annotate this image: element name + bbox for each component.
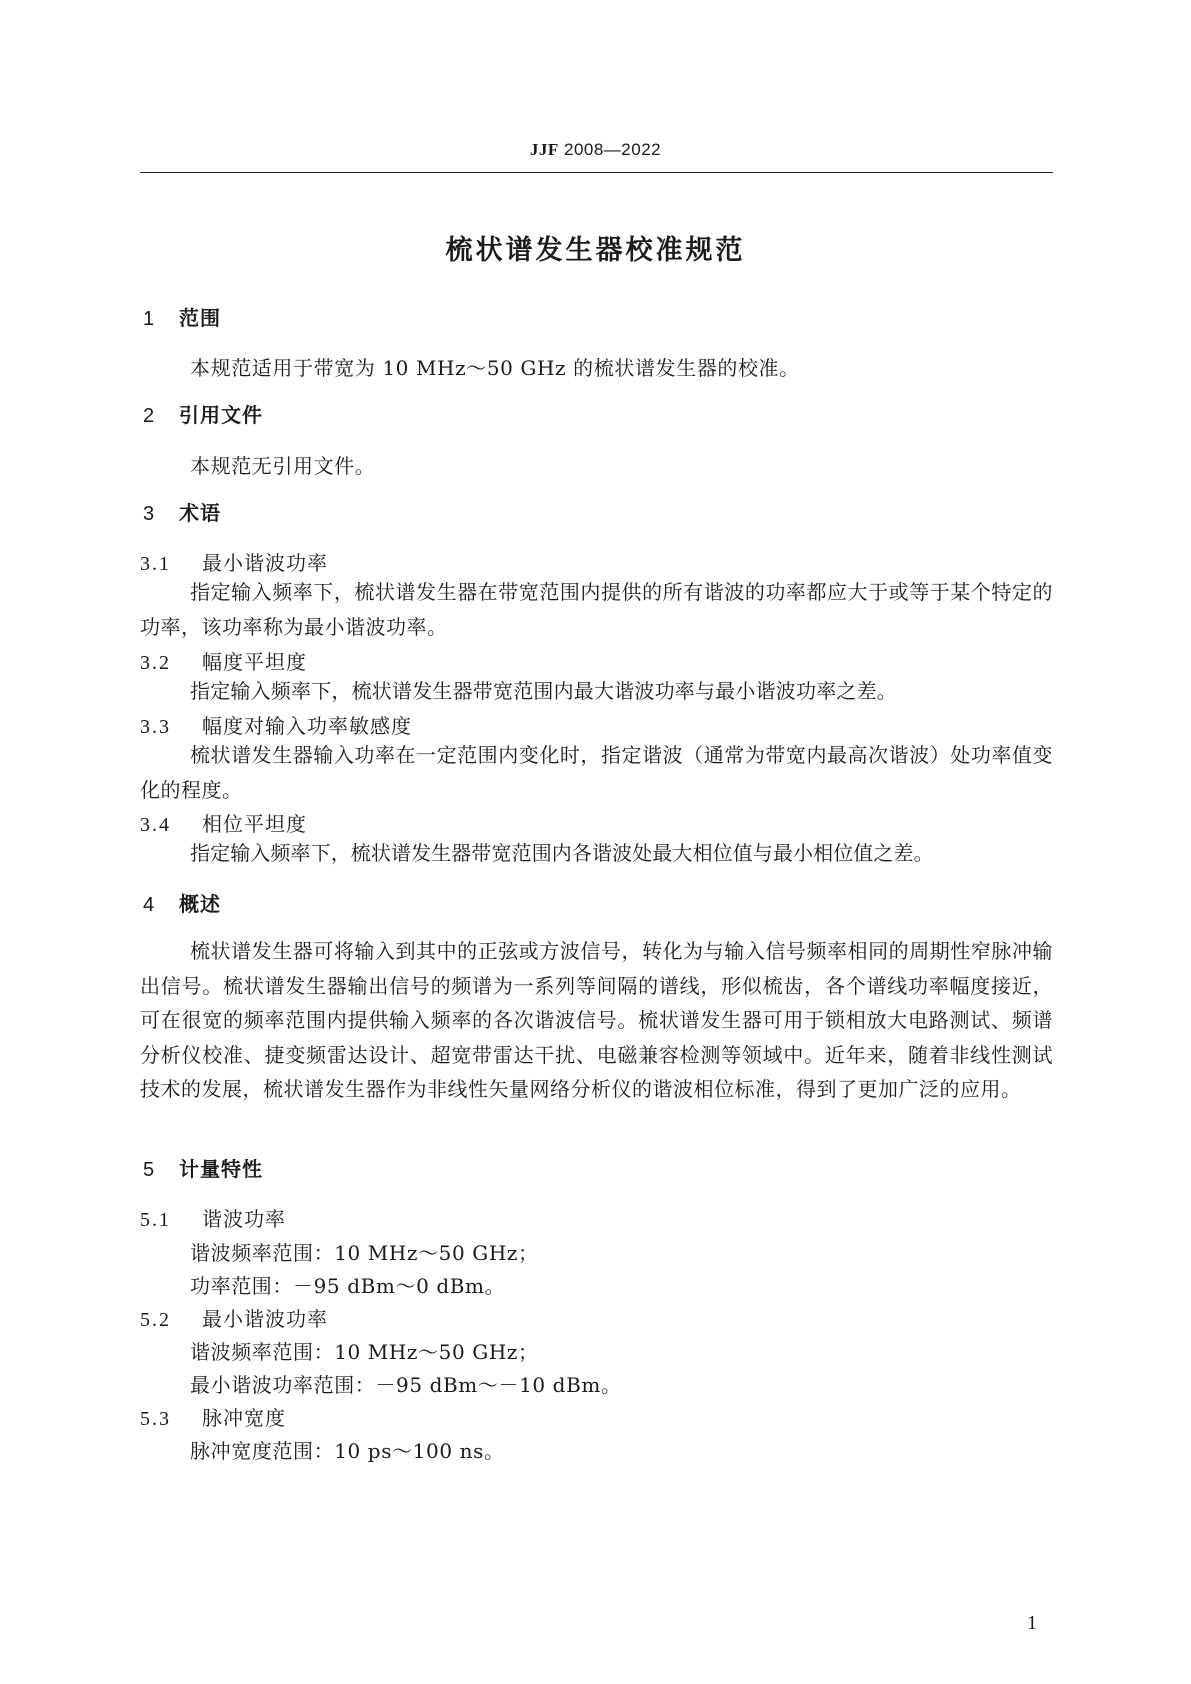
header-rule xyxy=(140,172,1053,173)
subsection-5-2-line-1: 谐波频率范围：10 MHz～50 GHz； xyxy=(190,1340,539,1364)
section-1-text: 本规范适用于带宽为 10 MHz～50 GHz 的梳状谱发生器的校准。 xyxy=(190,356,800,380)
subsection-3-3-heading: 3.3 幅度对输入功率敏感度 xyxy=(140,714,412,738)
subsection-5-3-line-1: 脉冲宽度范围：10 ps～100 ns。 xyxy=(190,1439,505,1463)
subsection-3-1-heading: 3.1 最小谐波功率 xyxy=(140,551,328,575)
subsection-3-2-heading: 3.2 幅度平坦度 xyxy=(140,650,307,674)
subsection-5-3-heading: 5.3 脉冲宽度 xyxy=(140,1406,286,1430)
subsection-3-4-text: 指定输入频率下，梳状谱发生器带宽范围内各谐波处最大相位值与最小相位值之差。 xyxy=(190,841,934,865)
section-3-heading: 3 术语 xyxy=(143,501,221,525)
subsection-3-4-heading: 3.4 相位平坦度 xyxy=(140,812,307,836)
document-title: 梳状谱发生器校准规范 xyxy=(445,235,746,266)
subsection-5-2-heading: 5.2 最小谐波功率 xyxy=(140,1307,328,1331)
section-2-text: 本规范无引用文件。 xyxy=(190,454,376,478)
subsection-3-2-text: 指定输入频率下，梳状谱发生器带宽范围内最大谐波功率与最小谐波功率之差。 xyxy=(190,679,897,703)
subsection-5-1-line-1: 谐波频率范围：10 MHz～50 GHz； xyxy=(190,1241,539,1265)
subsection-3-1-text: 指定输入频率下，梳状谱发生器在带宽范围内提供的所有谐波的功率都应大于或等于某个特定的功率，该功率称为最小谐波功率。 xyxy=(140,580,1053,639)
page-number: 1 xyxy=(1027,1612,1037,1634)
subsection-5-1-line-2: 功率范围：－95 dBm～0 dBm。 xyxy=(190,1274,506,1298)
subsection-3-3-text: 梳状谱发生器输入功率在一定范围内变化时，指定谐波（通常为带宽内最高次谐波）处功率值变化的程度。 xyxy=(140,743,1053,802)
section-4-heading: 4 概述 xyxy=(143,892,221,916)
standard-header xyxy=(0,140,1191,160)
subsection-5-2-line-2: 最小谐波功率范围：－95 dBm～－10 dBm。 xyxy=(190,1373,622,1397)
section-4-text: 梳状谱发生器可将输入到其中的正弦或方波信号，转化为与输入信号频率相同的周期性窄脉冲输出信号。梳状谱发生器输出信号的频谱为一系列等间隔的谱线，形似梳齿，各个谱线功率幅度接近，可在很宽的频率范围内提供输入频率的各次谐波信号。梳状谱发生器可用于锁相放大电路测试、频谱分析仪校准、捷变频雷达设计、超宽带雷达干扰、电磁兼容检测等领域中。近年来，随着非线性测试技术的发展，梳状谱发生器作为非线性矢量网络分析仪的谐波相位标准，得到了更加广泛的应用。 xyxy=(140,939,1053,1101)
section-2-heading: 2 引用文件 xyxy=(143,403,263,427)
section-1-heading: 1 范围 xyxy=(143,306,221,330)
standard-number: 2008—2022 xyxy=(563,140,662,159)
standard-code: JJF xyxy=(529,140,559,159)
section-5-heading: 5 计量特性 xyxy=(143,1157,263,1181)
subsection-5-1-heading: 5.1 谐波功率 xyxy=(140,1207,286,1231)
